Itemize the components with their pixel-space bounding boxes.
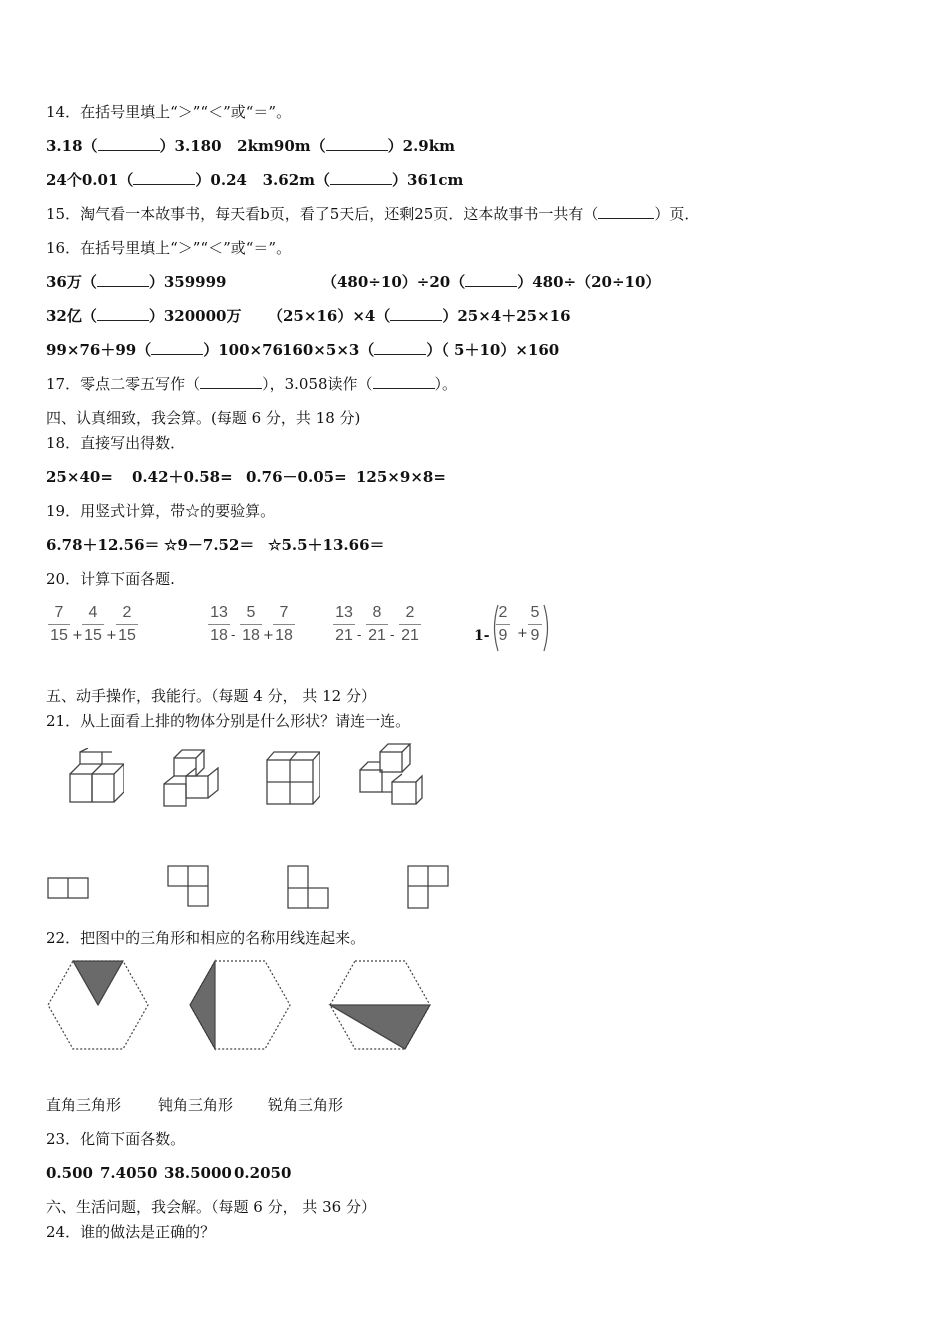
q23-item: 7.4050 — [100, 1164, 158, 1182]
q18-item: 25×40= — [46, 468, 113, 486]
minus-sign: - — [357, 628, 362, 643]
denominator: 15 — [84, 627, 102, 644]
answer-blank[interactable] — [200, 376, 262, 389]
q14-r2-b: ）0.24 3.62m（ — [195, 171, 331, 189]
denominator: 21 — [335, 627, 353, 644]
q15 — [46, 204, 699, 224]
q23-item: 0.2050 — [234, 1164, 292, 1182]
cube-stack-figure-3 — [264, 748, 320, 808]
answer-blank[interactable] — [98, 138, 160, 151]
fraction — [273, 604, 295, 645]
q14-r1-a: 3.18（ — [46, 137, 98, 155]
q14-r2-a: 24个0.01（ — [46, 171, 134, 189]
hexagon-triangle-figure-2 — [188, 958, 292, 1052]
hexagon-triangle-figure-1 — [46, 958, 150, 1052]
numerator: 2 — [122, 604, 132, 621]
answer-blank[interactable] — [97, 274, 149, 287]
answer-blank[interactable] — [465, 274, 517, 287]
denominator: 18 — [275, 627, 293, 644]
top-view-shape-1 — [47, 876, 91, 900]
top-view-shape-4 — [406, 864, 452, 910]
q16-r2b-2: ）25×4＋25×16 — [442, 307, 571, 325]
fraction — [116, 604, 138, 645]
cube-stack-figure-1 — [68, 748, 124, 806]
q16-r3a-2: ）100×76 — [203, 341, 283, 359]
q23-item: 38.5000 — [164, 1164, 232, 1182]
q17-b: ），3.058读作（ — [262, 375, 373, 393]
q17-a: 17．零点二零五写作（ — [46, 375, 201, 393]
q14-r1-b: ）3.180 2km90m（ — [159, 137, 326, 155]
q23-title: 23．化简下面各数。 — [46, 1130, 186, 1148]
q16-r1b-2: ）480÷（20÷10） — [517, 273, 661, 291]
triangle-name: 钝角三角形 — [158, 1096, 234, 1114]
numerator: 7 — [54, 604, 64, 621]
q16-r3b-2: ）（ 5＋10）×160 — [426, 341, 560, 359]
q23-item: 0.500 — [46, 1164, 93, 1182]
q16-title: 16．在括号里填上“＞”“＜”或“＝”。 — [46, 239, 292, 257]
denominator: 18 — [210, 627, 228, 644]
answer-blank[interactable] — [330, 172, 392, 185]
denominator: 9 — [530, 627, 540, 644]
q19-item: ☆9－7.52＝ — [164, 536, 255, 554]
section-5-heading: 五、动手操作，我能行。（每题 4 分， 共 12 分） — [46, 687, 376, 705]
fraction — [399, 604, 421, 645]
q16-r2a-1: 32亿（ — [46, 307, 97, 325]
cube-stack-figure-2 — [162, 748, 224, 810]
numerator: 2 — [498, 604, 508, 621]
q19-title: 19．用竖式计算，带☆的要验算。 — [46, 502, 276, 520]
q18-title: 18．直接写出得数． — [46, 434, 186, 452]
top-view-shape-2 — [166, 864, 212, 908]
denominator: 21 — [401, 627, 419, 644]
hexagon-triangle-figure-3 — [328, 958, 432, 1052]
q14-row1 — [46, 136, 455, 156]
triangle-name: 锐角三角形 — [268, 1096, 344, 1114]
q16-r1b-1: （480÷10）÷20（ — [322, 273, 466, 291]
fraction — [528, 604, 542, 645]
denominator: 15 — [118, 627, 136, 644]
q18-item: 125×9×8= — [356, 468, 446, 486]
numerator: 2 — [405, 604, 415, 621]
fraction — [82, 604, 104, 645]
numerator: 8 — [372, 604, 382, 621]
q14-r2-c: ）361cm — [392, 171, 464, 189]
q14-row2 — [46, 170, 463, 190]
q16-r2a-2: ）320000万 — [148, 307, 242, 325]
fraction — [48, 604, 70, 645]
q24-title: 24．谁的做法是正确的？ — [46, 1223, 216, 1241]
top-view-shape-3 — [286, 864, 332, 910]
fraction — [366, 604, 388, 645]
denominator: 15 — [50, 627, 68, 644]
q18-item: 0.42＋0.58= — [132, 468, 233, 486]
q19-item: ☆5.5＋13.66＝ — [268, 536, 385, 554]
q21-title: 21．从上面看上排的物体分别是什么形状？请连一连。 — [46, 712, 411, 730]
denominator: 18 — [242, 627, 260, 644]
fraction — [208, 604, 230, 645]
numerator: 7 — [279, 604, 289, 621]
q20-title: 20．计算下面各题. — [46, 570, 175, 588]
minus-sign: - — [231, 628, 236, 643]
right-paren-icon — [541, 603, 553, 653]
answer-blank[interactable] — [373, 376, 435, 389]
q16-r3a-1: 99×76＋99（ — [46, 341, 152, 359]
numerator: 13 — [210, 604, 228, 621]
q17-c: ）。 — [434, 375, 458, 393]
one-minus-prefix: 1- — [474, 628, 490, 644]
cube-stack-figure-4 — [358, 742, 424, 808]
q16-r2b — [268, 306, 571, 326]
q16-r1a-2: ）359999 — [148, 273, 227, 291]
q16-r2a — [46, 306, 242, 326]
plus-sign: + — [517, 626, 528, 641]
section-4-heading: 四、认真细致，我会算。(每题 6 分，共 18 分) — [46, 409, 361, 427]
fraction — [333, 604, 355, 645]
q16-r1a — [46, 272, 227, 292]
q19-item: 6.78＋12.56＝ — [46, 536, 160, 554]
q22-title: 22．把图中的三角形和相应的名称用线连起来。 — [46, 929, 366, 947]
denominator: 9 — [498, 627, 508, 644]
q15-text1: 15．淘气看一本故事书，每天看b页，看了5天后，还剩25页．这本故事书一共有（ — [46, 205, 599, 223]
denominator: 21 — [368, 627, 386, 644]
section-6-heading: 六、生活问题，我会解。（每题 6 分， 共 36 分） — [46, 1198, 376, 1216]
q14-title: 14．在括号里填上“＞”“＜”或“＝”。 — [46, 103, 292, 121]
q18-item: 0.76－0.05= — [246, 468, 347, 486]
fraction — [496, 604, 510, 645]
answer-blank[interactable] — [151, 342, 203, 355]
numerator: 13 — [335, 604, 353, 621]
fraction — [240, 604, 262, 645]
minus-sign: - — [390, 628, 395, 643]
plus-sign: + — [106, 628, 117, 643]
answer-blank[interactable] — [598, 206, 654, 219]
numerator: 5 — [530, 604, 540, 621]
q15-text2: ）页． — [654, 205, 700, 223]
q17 — [46, 374, 457, 394]
q16-r3a — [46, 340, 283, 360]
answer-blank[interactable] — [326, 138, 388, 151]
plus-sign: + — [72, 628, 83, 643]
answer-blank[interactable] — [374, 342, 426, 355]
q16-r1b — [322, 272, 660, 292]
plus-sign: + — [263, 628, 274, 643]
answer-blank[interactable] — [97, 308, 149, 321]
triangle-name: 直角三角形 — [46, 1096, 122, 1114]
numerator: 4 — [88, 604, 98, 621]
q16-r3b — [282, 340, 559, 360]
answer-blank[interactable] — [390, 308, 442, 321]
q14-r1-c: ）2.9km — [387, 137, 456, 155]
q16-r1a-1: 36万（ — [46, 273, 97, 291]
q16-r3b-1: 160×5×3（ — [282, 341, 375, 359]
numerator: 5 — [246, 604, 256, 621]
answer-blank[interactable] — [133, 172, 195, 185]
q16-r2b-1: （25×16）×4（ — [268, 307, 391, 325]
